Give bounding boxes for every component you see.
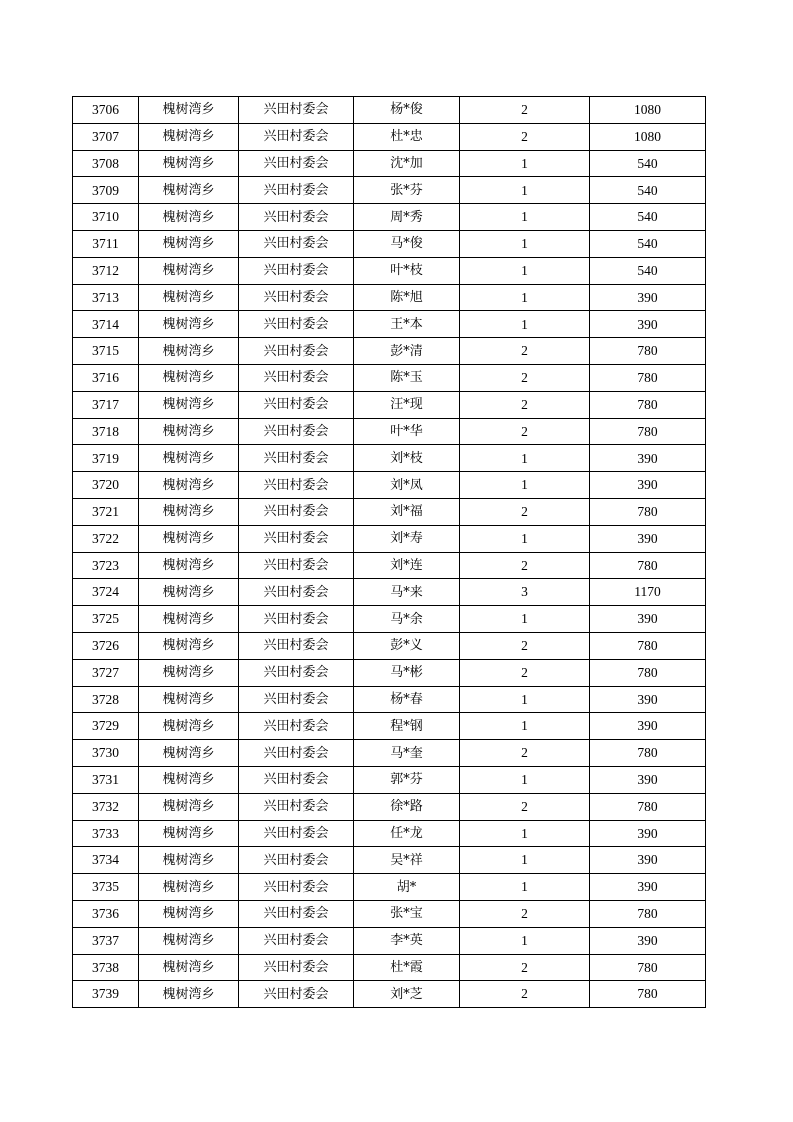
name-cell: 徐*路 [354, 793, 460, 820]
table-row [73, 204, 706, 231]
name-cell: 程*钢 [354, 713, 460, 740]
name-cell: 刘*福 [354, 498, 460, 525]
village-committee-cell: 兴田村委会 [239, 740, 354, 767]
serial-number-cell: 3714 [73, 311, 139, 338]
household-count-cell: 1 [460, 445, 590, 472]
village-committee-cell: 兴田村委会 [239, 954, 354, 981]
amount-cell: 540 [590, 204, 706, 231]
household-count-cell: 1 [460, 686, 590, 713]
township-cell: 槐树湾乡 [139, 177, 239, 204]
household-count-cell: 2 [460, 954, 590, 981]
household-count-cell: 1 [460, 150, 590, 177]
household-count-cell: 1 [460, 606, 590, 633]
village-committee-cell: 兴田村委会 [239, 900, 354, 927]
name-cell: 杨*春 [354, 686, 460, 713]
household-count-cell: 2 [460, 793, 590, 820]
household-count-cell: 1 [460, 472, 590, 499]
amount-cell: 390 [590, 606, 706, 633]
table-row [73, 793, 706, 820]
amount-cell: 390 [590, 766, 706, 793]
name-cell: 刘*枝 [354, 445, 460, 472]
village-committee-cell: 兴田村委会 [239, 793, 354, 820]
village-committee-cell: 兴田村委会 [239, 150, 354, 177]
village-committee-cell: 兴田村委会 [239, 713, 354, 740]
name-cell: 杨*俊 [354, 97, 460, 124]
name-cell: 刘*芝 [354, 981, 460, 1008]
township-cell: 槐树湾乡 [139, 606, 239, 633]
serial-number-cell: 3723 [73, 552, 139, 579]
table-row [73, 230, 706, 257]
serial-number-cell: 3732 [73, 793, 139, 820]
village-committee-cell: 兴田村委会 [239, 338, 354, 365]
table-row [73, 257, 706, 284]
household-count-cell: 2 [460, 900, 590, 927]
household-count-cell: 1 [460, 820, 590, 847]
household-count-cell: 1 [460, 204, 590, 231]
amount-cell: 540 [590, 257, 706, 284]
household-count-cell: 1 [460, 257, 590, 284]
village-committee-cell: 兴田村委会 [239, 659, 354, 686]
amount-cell: 780 [590, 740, 706, 767]
table-row [73, 740, 706, 767]
village-committee-cell: 兴田村委会 [239, 257, 354, 284]
township-cell: 槐树湾乡 [139, 472, 239, 499]
serial-number-cell: 3713 [73, 284, 139, 311]
amount-cell: 780 [590, 954, 706, 981]
name-cell: 吴*祥 [354, 847, 460, 874]
township-cell: 槐树湾乡 [139, 445, 239, 472]
table-row [73, 150, 706, 177]
name-cell: 杜*忠 [354, 123, 460, 150]
village-committee-cell: 兴田村委会 [239, 364, 354, 391]
household-count-cell: 1 [460, 177, 590, 204]
village-committee-cell: 兴田村委会 [239, 579, 354, 606]
household-count-cell: 2 [460, 123, 590, 150]
household-count-cell: 1 [460, 311, 590, 338]
serial-number-cell: 3736 [73, 900, 139, 927]
amount-cell: 780 [590, 981, 706, 1008]
table-row [73, 177, 706, 204]
serial-number-cell: 3734 [73, 847, 139, 874]
amount-cell: 1080 [590, 97, 706, 124]
data-table [72, 96, 706, 1008]
name-cell: 张*芬 [354, 177, 460, 204]
township-cell: 槐树湾乡 [139, 418, 239, 445]
serial-number-cell: 3722 [73, 525, 139, 552]
name-cell: 汪*现 [354, 391, 460, 418]
name-cell: 陈*旭 [354, 284, 460, 311]
village-committee-cell: 兴田村委会 [239, 847, 354, 874]
table-row [73, 659, 706, 686]
amount-cell: 540 [590, 230, 706, 257]
name-cell: 叶*华 [354, 418, 460, 445]
household-count-cell: 1 [460, 766, 590, 793]
township-cell: 槐树湾乡 [139, 874, 239, 901]
serial-number-cell: 3709 [73, 177, 139, 204]
table-row [73, 391, 706, 418]
household-count-cell: 1 [460, 713, 590, 740]
table-row [73, 900, 706, 927]
amount-cell: 780 [590, 659, 706, 686]
township-cell: 槐树湾乡 [139, 391, 239, 418]
name-cell: 陈*玉 [354, 364, 460, 391]
village-committee-cell: 兴田村委会 [239, 445, 354, 472]
name-cell: 刘*寿 [354, 525, 460, 552]
village-committee-cell: 兴田村委会 [239, 284, 354, 311]
name-cell: 郭*芬 [354, 766, 460, 793]
household-count-cell: 1 [460, 927, 590, 954]
amount-cell: 780 [590, 793, 706, 820]
amount-cell: 390 [590, 713, 706, 740]
table-row [73, 606, 706, 633]
household-count-cell: 2 [460, 981, 590, 1008]
table-row [73, 713, 706, 740]
village-committee-cell: 兴田村委会 [239, 606, 354, 633]
name-cell: 马*彬 [354, 659, 460, 686]
village-committee-cell: 兴田村委会 [239, 418, 354, 445]
serial-number-cell: 3726 [73, 632, 139, 659]
amount-cell: 780 [590, 338, 706, 365]
name-cell: 马*来 [354, 579, 460, 606]
table-row [73, 525, 706, 552]
township-cell: 槐树湾乡 [139, 847, 239, 874]
household-count-cell: 2 [460, 659, 590, 686]
amount-cell: 390 [590, 525, 706, 552]
township-cell: 槐树湾乡 [139, 579, 239, 606]
table-body [73, 97, 706, 1008]
table-row [73, 338, 706, 365]
household-count-cell: 2 [460, 498, 590, 525]
serial-number-cell: 3710 [73, 204, 139, 231]
amount-cell: 390 [590, 311, 706, 338]
amount-cell: 1080 [590, 123, 706, 150]
name-cell: 任*龙 [354, 820, 460, 847]
table-row [73, 847, 706, 874]
township-cell: 槐树湾乡 [139, 927, 239, 954]
household-count-cell: 1 [460, 525, 590, 552]
township-cell: 槐树湾乡 [139, 954, 239, 981]
village-committee-cell: 兴田村委会 [239, 311, 354, 338]
table-row [73, 632, 706, 659]
name-cell: 刘*凤 [354, 472, 460, 499]
serial-number-cell: 3733 [73, 820, 139, 847]
household-count-cell: 2 [460, 338, 590, 365]
table-row [73, 874, 706, 901]
township-cell: 槐树湾乡 [139, 498, 239, 525]
table-row [73, 954, 706, 981]
amount-cell: 390 [590, 445, 706, 472]
village-committee-cell: 兴田村委会 [239, 204, 354, 231]
name-cell: 马*余 [354, 606, 460, 633]
village-committee-cell: 兴田村委会 [239, 981, 354, 1008]
township-cell: 槐树湾乡 [139, 311, 239, 338]
township-cell: 槐树湾乡 [139, 820, 239, 847]
name-cell: 张*宝 [354, 900, 460, 927]
serial-number-cell: 3718 [73, 418, 139, 445]
name-cell: 马*奎 [354, 740, 460, 767]
township-cell: 槐树湾乡 [139, 713, 239, 740]
serial-number-cell: 3724 [73, 579, 139, 606]
township-cell: 槐树湾乡 [139, 525, 239, 552]
amount-cell: 780 [590, 498, 706, 525]
table-row [73, 418, 706, 445]
table-row [73, 820, 706, 847]
township-cell: 槐树湾乡 [139, 123, 239, 150]
serial-number-cell: 3717 [73, 391, 139, 418]
name-cell: 胡* [354, 874, 460, 901]
serial-number-cell: 3729 [73, 713, 139, 740]
household-count-cell: 1 [460, 847, 590, 874]
household-count-cell: 1 [460, 230, 590, 257]
table-row [73, 552, 706, 579]
village-committee-cell: 兴田村委会 [239, 230, 354, 257]
amount-cell: 390 [590, 847, 706, 874]
township-cell: 槐树湾乡 [139, 793, 239, 820]
amount-cell: 540 [590, 150, 706, 177]
amount-cell: 390 [590, 686, 706, 713]
table-row [73, 686, 706, 713]
amount-cell: 540 [590, 177, 706, 204]
township-cell: 槐树湾乡 [139, 766, 239, 793]
table-row [73, 498, 706, 525]
serial-number-cell: 3711 [73, 230, 139, 257]
household-count-cell: 2 [460, 418, 590, 445]
name-cell: 马*俊 [354, 230, 460, 257]
name-cell: 李*英 [354, 927, 460, 954]
serial-number-cell: 3728 [73, 686, 139, 713]
village-committee-cell: 兴田村委会 [239, 632, 354, 659]
township-cell: 槐树湾乡 [139, 552, 239, 579]
township-cell: 槐树湾乡 [139, 686, 239, 713]
township-cell: 槐树湾乡 [139, 364, 239, 391]
amount-cell: 390 [590, 874, 706, 901]
name-cell: 周*秀 [354, 204, 460, 231]
table-row [73, 927, 706, 954]
household-count-cell: 2 [460, 97, 590, 124]
serial-number-cell: 3716 [73, 364, 139, 391]
serial-number-cell: 3720 [73, 472, 139, 499]
name-cell: 刘*连 [354, 552, 460, 579]
serial-number-cell: 3730 [73, 740, 139, 767]
amount-cell: 780 [590, 418, 706, 445]
township-cell: 槐树湾乡 [139, 659, 239, 686]
household-count-cell: 1 [460, 874, 590, 901]
table-row [73, 97, 706, 124]
serial-number-cell: 3715 [73, 338, 139, 365]
township-cell: 槐树湾乡 [139, 97, 239, 124]
village-committee-cell: 兴田村委会 [239, 927, 354, 954]
table-row [73, 445, 706, 472]
serial-number-cell: 3727 [73, 659, 139, 686]
amount-cell: 780 [590, 364, 706, 391]
household-count-cell: 2 [460, 364, 590, 391]
amount-cell: 1170 [590, 579, 706, 606]
name-cell: 彭*清 [354, 338, 460, 365]
township-cell: 槐树湾乡 [139, 150, 239, 177]
household-count-cell: 2 [460, 391, 590, 418]
amount-cell: 390 [590, 927, 706, 954]
household-count-cell: 1 [460, 284, 590, 311]
table-row [73, 123, 706, 150]
serial-number-cell: 3719 [73, 445, 139, 472]
township-cell: 槐树湾乡 [139, 900, 239, 927]
township-cell: 槐树湾乡 [139, 981, 239, 1008]
amount-cell: 780 [590, 632, 706, 659]
township-cell: 槐树湾乡 [139, 740, 239, 767]
village-committee-cell: 兴田村委会 [239, 552, 354, 579]
name-cell: 杜*霞 [354, 954, 460, 981]
amount-cell: 390 [590, 820, 706, 847]
serial-number-cell: 3707 [73, 123, 139, 150]
serial-number-cell: 3731 [73, 766, 139, 793]
serial-number-cell: 3725 [73, 606, 139, 633]
township-cell: 槐树湾乡 [139, 257, 239, 284]
household-count-cell: 2 [460, 632, 590, 659]
table-row [73, 579, 706, 606]
amount-cell: 390 [590, 284, 706, 311]
township-cell: 槐树湾乡 [139, 284, 239, 311]
village-committee-cell: 兴田村委会 [239, 820, 354, 847]
name-cell: 叶*枝 [354, 257, 460, 284]
table-row [73, 766, 706, 793]
name-cell: 王*本 [354, 311, 460, 338]
township-cell: 槐树湾乡 [139, 338, 239, 365]
serial-number-cell: 3737 [73, 927, 139, 954]
village-committee-cell: 兴田村委会 [239, 391, 354, 418]
village-committee-cell: 兴田村委会 [239, 123, 354, 150]
village-committee-cell: 兴田村委会 [239, 177, 354, 204]
table-row [73, 284, 706, 311]
township-cell: 槐树湾乡 [139, 230, 239, 257]
table-row [73, 981, 706, 1008]
amount-cell: 780 [590, 552, 706, 579]
serial-number-cell: 3706 [73, 97, 139, 124]
serial-number-cell: 3712 [73, 257, 139, 284]
serial-number-cell: 3739 [73, 981, 139, 1008]
household-count-cell: 2 [460, 740, 590, 767]
township-cell: 槐树湾乡 [139, 632, 239, 659]
serial-number-cell: 3721 [73, 498, 139, 525]
amount-cell: 780 [590, 391, 706, 418]
serial-number-cell: 3738 [73, 954, 139, 981]
table-row [73, 364, 706, 391]
village-committee-cell: 兴田村委会 [239, 472, 354, 499]
township-cell: 槐树湾乡 [139, 204, 239, 231]
serial-number-cell: 3708 [73, 150, 139, 177]
serial-number-cell: 3735 [73, 874, 139, 901]
household-count-cell: 3 [460, 579, 590, 606]
village-committee-cell: 兴田村委会 [239, 97, 354, 124]
amount-cell: 390 [590, 472, 706, 499]
village-committee-cell: 兴田村委会 [239, 766, 354, 793]
village-committee-cell: 兴田村委会 [239, 498, 354, 525]
village-committee-cell: 兴田村委会 [239, 874, 354, 901]
village-committee-cell: 兴田村委会 [239, 525, 354, 552]
amount-cell: 780 [590, 900, 706, 927]
table-row [73, 311, 706, 338]
table-row [73, 472, 706, 499]
name-cell: 彭*义 [354, 632, 460, 659]
village-committee-cell: 兴田村委会 [239, 686, 354, 713]
household-count-cell: 2 [460, 552, 590, 579]
name-cell: 沈*加 [354, 150, 460, 177]
